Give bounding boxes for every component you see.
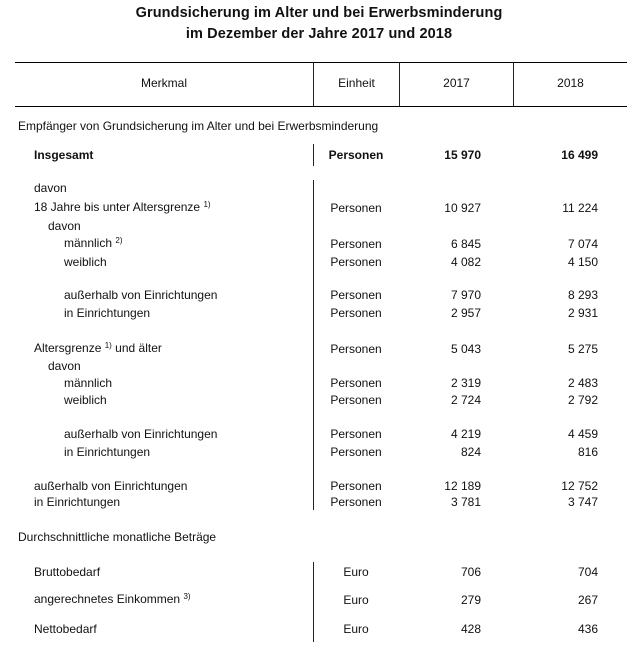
row-label: männlich (64, 376, 113, 390)
footnote-marker: 2) (115, 236, 123, 245)
row-value-2017: 10 927 (444, 201, 481, 215)
row-label: in Einrichtungen (34, 495, 121, 509)
row-label: außerhalb von Einrichtungen (64, 427, 218, 441)
row-value-2018: 16 499 (561, 148, 598, 162)
top-rule (15, 62, 627, 63)
row-label: männlich (64, 236, 113, 250)
row-value-2017: 279 (460, 593, 481, 607)
row-label-suffix: und älter (111, 341, 162, 355)
row-unit: Personen (330, 479, 382, 493)
row-unit: Personen (330, 376, 382, 390)
row-label: außerhalb von Einrichtungen (64, 288, 218, 302)
row-value-2017: 5 043 (450, 342, 481, 356)
row-label: weiblich (64, 393, 107, 407)
row-label: Insgesamt (34, 148, 94, 162)
row-value-2018: 4 459 (567, 427, 598, 441)
row-unit: Personen (330, 255, 382, 269)
row-unit: Personen (328, 148, 384, 162)
section-heading-recipients: Empfänger von Grundsicherung im Alter und bei Erwerbsminderung (18, 119, 379, 133)
row-unit: Euro (343, 565, 369, 579)
row-unit: Personen (330, 201, 382, 215)
row-unit: Personen (330, 427, 382, 441)
row-unit: Personen (330, 342, 382, 356)
header-year-2017: 2017 (443, 76, 470, 90)
row-value-2018: 5 275 (567, 342, 598, 356)
row-unit: Personen (330, 288, 382, 302)
row-value-2018: 7 074 (567, 237, 598, 251)
row-value-2017: 824 (460, 445, 481, 459)
row-unit: Personen (330, 306, 382, 320)
row-value-2017: 3 781 (450, 495, 481, 509)
row-value-2018: 2 792 (567, 393, 598, 407)
row-value-2018: 2 931 (567, 306, 598, 320)
row-unit: Personen (330, 237, 382, 251)
row-value-2017: 4 082 (450, 255, 481, 269)
row-value-2017: 428 (460, 622, 481, 636)
row-label: Altersgrenze (34, 341, 102, 355)
row-unit: Personen (330, 393, 382, 407)
row-value-2018: 8 293 (567, 288, 598, 302)
footnote-marker: 1) (104, 341, 112, 350)
header-merkmal: Merkmal (140, 76, 187, 90)
header-einheit: Einheit (338, 76, 375, 90)
row-value-2018: 4 150 (567, 255, 598, 269)
row-value-2017: 15 970 (444, 148, 481, 162)
row-label: in Einrichtungen (64, 445, 151, 459)
row-value-2017: 2 724 (450, 393, 481, 407)
row-label: angerechnetes Einkommen (34, 592, 181, 606)
row-value-2018: 2 483 (567, 376, 598, 390)
row-value-2017: 2 957 (450, 306, 481, 320)
footnote-marker: 1) (203, 200, 211, 209)
row-unit: Personen (330, 445, 382, 459)
row-value-2017: 7 970 (450, 288, 481, 302)
row-label-with-footnote (64, 236, 123, 250)
row-value-2018: 436 (577, 622, 598, 636)
table-title-line-1: Grundsicherung im Alter und bei Erwerbsminderung (135, 5, 503, 21)
row-label: Nettobedarf (34, 622, 97, 636)
row-label: davon (48, 359, 81, 373)
row-value-2017: 2 319 (450, 376, 481, 390)
row-label: außerhalb von Einrichtungen (34, 479, 188, 493)
row-label: 18 Jahre bis unter Altersgrenze (34, 200, 201, 214)
table-title-line-2: im Dezember der Jahre 2017 und 2018 (185, 26, 453, 42)
row-value-2018: 704 (577, 565, 598, 579)
row-label: Bruttobedarf (34, 565, 101, 579)
row-label-with-footnote (34, 200, 211, 214)
row-label: davon (34, 181, 67, 195)
row-value-2018: 11 224 (562, 201, 598, 215)
row-value-2017: 4 219 (450, 427, 481, 441)
row-label: weiblich (64, 255, 107, 269)
row-unit: Euro (343, 593, 369, 607)
row-value-2017: 6 845 (450, 237, 481, 251)
row-label-with-footnote (34, 341, 162, 355)
row-value-2018: 3 747 (567, 495, 598, 509)
row-value-2017: 12 189 (444, 479, 481, 493)
row-label: in Einrichtungen (64, 306, 151, 320)
header-year-2018: 2018 (557, 76, 584, 90)
row-value-2017: 706 (460, 565, 481, 579)
section-heading-amounts: Durchschnittliche monatliche Beträge (18, 530, 217, 544)
row-unit: Personen (330, 495, 382, 509)
row-value-2018: 816 (577, 445, 598, 459)
row-value-2018: 12 752 (561, 479, 598, 493)
header-bottom-rule (15, 106, 627, 107)
row-label-with-footnote (34, 592, 191, 606)
row-label: davon (48, 219, 81, 233)
row-unit: Euro (343, 622, 369, 636)
footnote-marker: 3) (183, 592, 191, 601)
row-value-2018: 267 (577, 593, 598, 607)
